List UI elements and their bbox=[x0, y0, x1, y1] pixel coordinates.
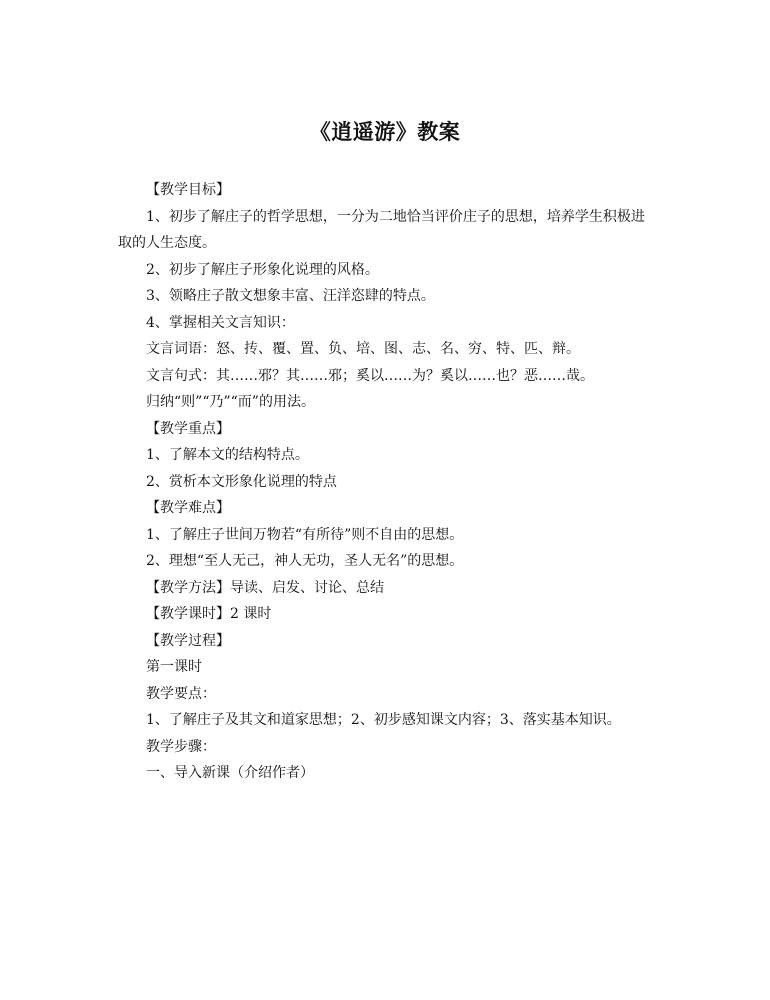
paragraph-process-heading: 【教学过程】 bbox=[146, 632, 230, 649]
paragraph-methods: 【教学方法】导读、启发、讨论、总结 bbox=[146, 579, 384, 596]
document-body bbox=[118, 177, 658, 787]
paragraph-objectives-heading: 【教学目标】 bbox=[146, 182, 230, 198]
paragraph-class-hours: 【教学课时】2 课时 bbox=[146, 606, 272, 622]
paragraph-steps-label: 教学步骤： bbox=[146, 738, 216, 755]
paragraph-classical-sentences: 文言句式：其……邪？其……邪；奚以……为？奚以……也？恶……哉。 bbox=[146, 367, 594, 384]
paragraph-difficulty-2: 2、理想“至人无己，神人无功，圣人无名”的思想。 bbox=[146, 553, 464, 569]
paragraph-teaching-points-label: 教学要点： bbox=[146, 685, 216, 702]
paragraph-difficulty-1: 1、了解庄子世间万物若“有所待”则不自由的思想。 bbox=[146, 526, 464, 543]
paragraph-step-1: 一、导入新课（介绍作者） bbox=[146, 765, 314, 781]
paragraph-objective-2: 2、初步了解庄子形象化说理的风格。 bbox=[146, 261, 379, 278]
paragraph-objective-1: 1、初步了解庄子的哲学思想，一分为二地恰当评价庄子的思想，培养学生积极进取的人生态度。 bbox=[118, 208, 645, 251]
paragraph-key-point-1: 1、了解本文的结构特点。 bbox=[146, 447, 309, 463]
paragraph-key-point-2: 2、赏析本文形象化说理的特点 bbox=[146, 473, 337, 490]
paragraph-first-lesson: 第一课时 bbox=[146, 659, 202, 675]
paragraph-usage-summary: 归纳“则”“乃”“而”的用法。 bbox=[146, 394, 315, 410]
paragraph-objective-4: 4、掌握相关文言知识： bbox=[146, 314, 295, 331]
paragraph-key-points-heading: 【教学重点】 bbox=[146, 420, 230, 437]
paragraph-classical-words: 文言词语：怒、抟、覆、置、负、培、图、志、名、穷、特、匹、辩。 bbox=[146, 341, 580, 357]
paragraph-teaching-points: 1、了解庄子及其文和道家思想；2、初步感知课文内容；3、落实基本知识。 bbox=[146, 712, 621, 728]
document-title: 《逍遥游》教案 bbox=[309, 119, 461, 144]
paragraph-difficulties-heading: 【教学难点】 bbox=[146, 500, 230, 516]
paragraph-objective-3: 3、领略庄子散文想象丰富、汪洋恣肆的特点。 bbox=[146, 288, 435, 304]
